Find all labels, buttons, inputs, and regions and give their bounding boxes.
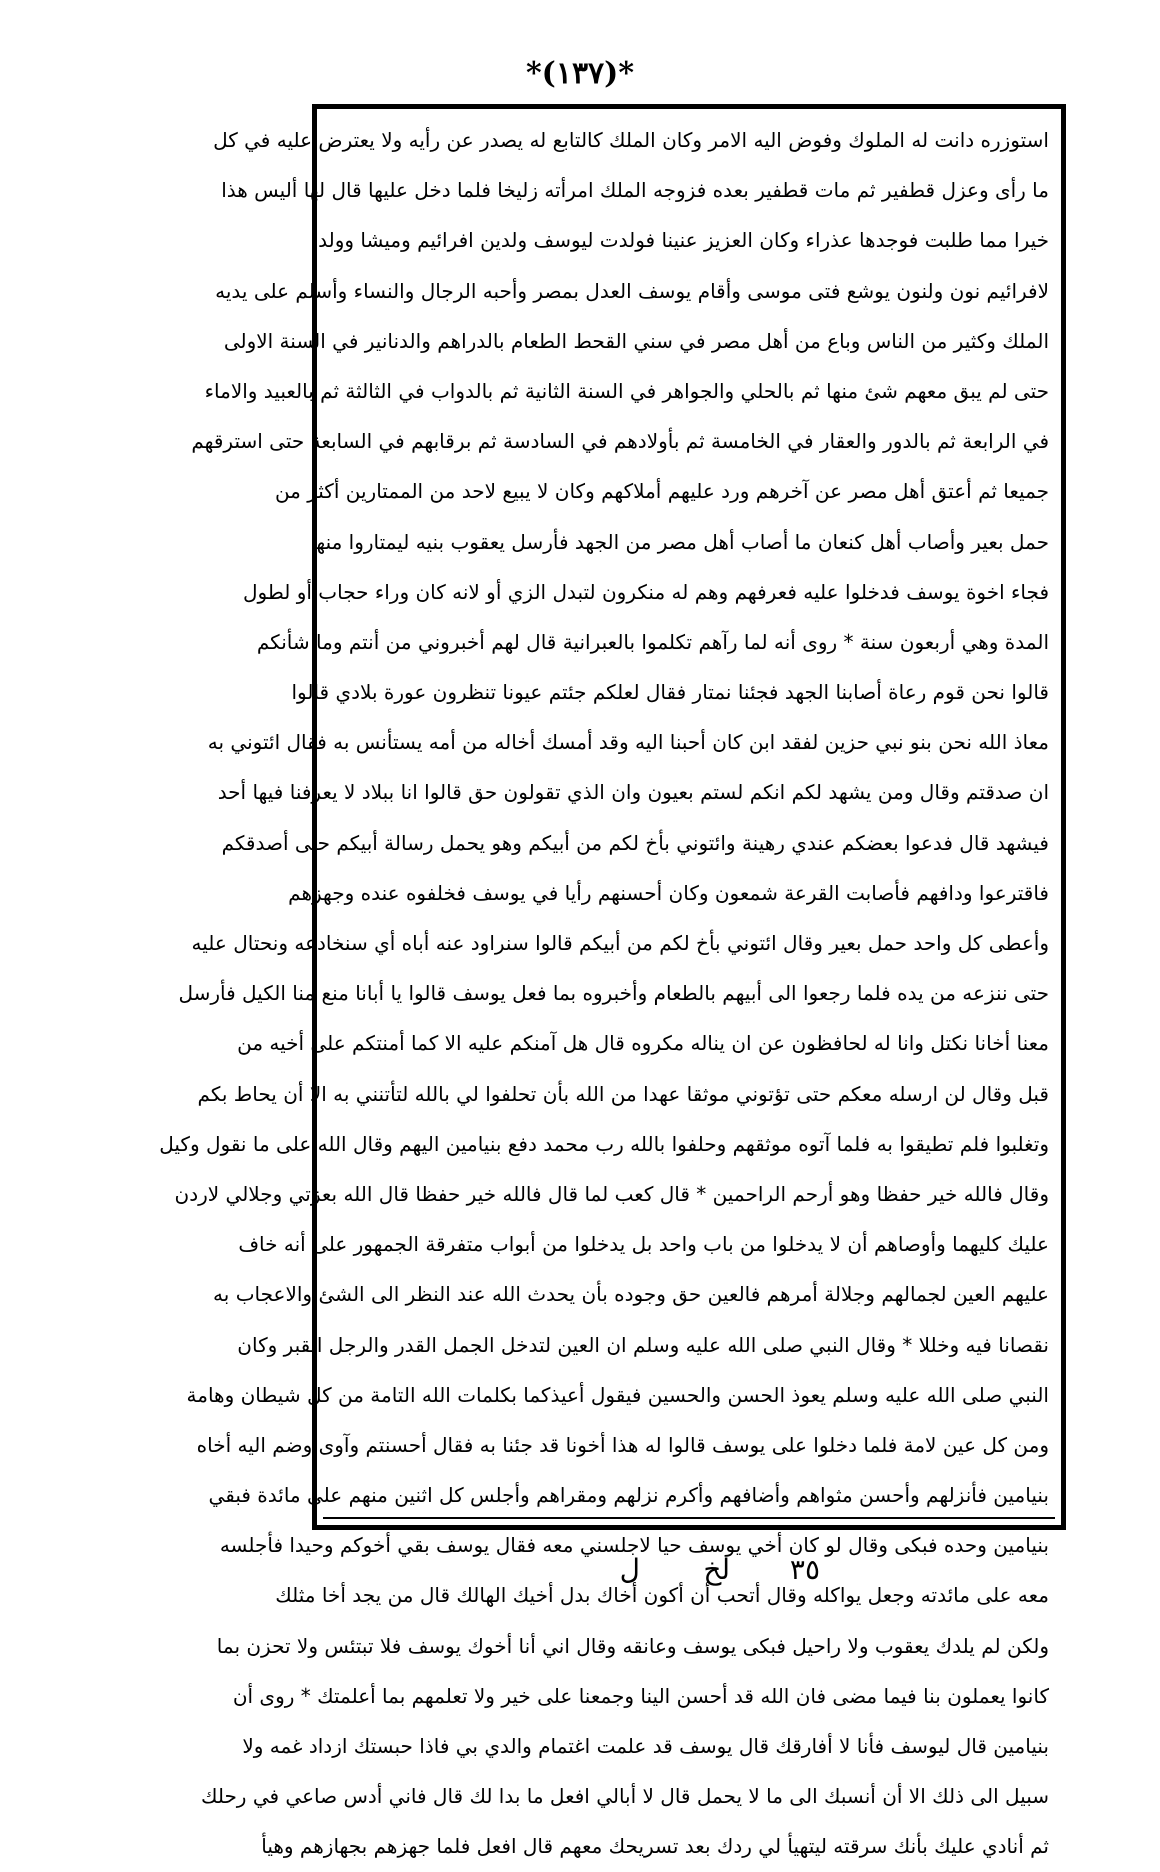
text-line: ما رأى وعزل قطفير ثم مات قطفير بعده فزوجه الملك امرأته زليخا فلما دخل عليها قال لها أليس هذا	[221, 178, 1049, 203]
text-line: وأعطى كل واحد حمل بعير وقال ائتوني بأخ لكم من أبيكم قالوا سنراود عنه أباه أي سنخادعه ونحتال عليه	[191, 931, 1049, 955]
text-line: عليك كليهما وأوصاهم أن لا يدخلوا من باب واحد بل يدخلوا من أبواب متفرقة الجمهور على أنه خاف	[238, 1232, 1049, 1257]
text-line: ومن كل عين لامة فلما دخلوا على يوسف قالوا له هذا أخونا قد جئنا به فقال أحسنتم وآوى وضم اليه أخاه	[196, 1432, 1049, 1457]
text-line: الملك وكثير من الناس وباع من أهل مصر في سني القحط الطعام بالدراهم والدنانير في السنة الاولى	[223, 328, 1049, 353]
text-line: معنا أخانا نكتل وانا له لحافظون عن ان يناله مكروه قال هل آمنكم عليه الا كما أمنتكم على أخيه من	[237, 1031, 1049, 1056]
text-line: نقصانا فيه وخللا * وقال النبي صلى الله عليه وسلم ان العين لتدخل الجمل القدر والرجل القبر وكان	[237, 1332, 1049, 1357]
signature-letter: ل	[619, 1553, 640, 1586]
text-line: المدة وهي أربعون سنة * روى أنه لما رآهم تكلموا بالعبرانية قال لهم أخبروني من أنتم وما شأنكم	[256, 629, 1049, 654]
text-line: حتى ننزعه من يده فلما رجعوا الى أبيهم بالطعام وأخبروه بما فعل يوسف قالوا يا أبانا منع منا الكيل فأرسل	[178, 981, 1049, 1006]
text-line: فاقترعوا ودافهم فأصابت القرعة شمعون وكان أحسنهم رأيا في يوسف فخلفوه عنده وجهزهم	[288, 880, 1049, 905]
text-line: وقال فالله خير حفظا وهو أرحم الراحمين * قال كعب لما قال فالله خير حفظا قال الله بعزتي وجلالي لاردن	[174, 1181, 1049, 1206]
text-line: ان صدقتم وقال ومن يشهد لكم انكم لستم بعيون وان الذي تقولون حق قالوا انا ببلاد لا يعرفنا فيها أحد	[217, 780, 1049, 805]
text-line: ثم أنادي عليك بأنك سرقته ليتهيأ لي ردك بعد تسريحك معهم قال افعل فلما جهزهم بجهازهم وهيأ	[261, 1834, 1049, 1859]
text-line: معه على مائدته وجعل يواكله وقال أتحب أن أكون أخاك بدل أخيك الهالك قال من يجد أخا مثلك	[275, 1583, 1049, 1608]
text-line: قبل وقال لن ارسله معكم حتى تؤتوني موثقا عهدا من الله بأن تحلفوا لي بالله لتأتنني به الا أن يحاط بكم	[197, 1081, 1049, 1106]
text-line: عليهم العين لجمالهم وجلالة أمرهم فالعين حق وجوده بأن يحدث الله عند النظر الى الشئ والاعجاب به	[213, 1282, 1049, 1307]
text-line: حتى لم يبق معهم شئ منها ثم بالحلي والجواهر في السنة الثانية ثم بالدواب في الثالثة ثم بالعبيد والاماء	[204, 378, 1049, 403]
text-line: معاذ الله نحن بنو نبي حزين لفقد ابن كان أحبنا اليه وقد أمسك أخاله من أمه يستأنس به فقال ائتوني به	[207, 730, 1049, 755]
text-line: فيشهد قال فدعوا بعضكم عندي رهينة وائتوني بأخ لكم من أبيكم وهو يحمل رسالة أبيكم حتى أصدقكم	[221, 830, 1049, 855]
text-line: في الرابعة ثم بالدور والعقار في الخامسة ثم بأولادهم في السادسة ثم برقابهم في السابعة حتى استرقهم	[191, 429, 1049, 454]
text-line: بنيامين وحده فبكى وقال لو كان أخي يوسف حيا لاجلسني معه فقال يوسف بقي أخوكم وحيدا فأجلسه	[219, 1533, 1049, 1558]
text-line: لافرائيم نون ولنون يوشع فتى موسى وأقام يوسف العدل بمصر وأحبه الرجال والنساء وأسلم على يديه	[215, 278, 1049, 303]
page-number: ٣٥	[789, 1553, 820, 1586]
text-line: بنيامين فأنزلهم وأحسن مثواهم وأضافهم وأكرم نزلهم ومقراهم وأجلس كل اثنين منهم على مائدة فبقي	[208, 1483, 1049, 1508]
text-line: سبيل الى ذلك الا أن أنسبك الى ما لا يحمل قال لا أبالي افعل ما بدا لك قال فاني أدس صاعي في رحلك	[200, 1784, 1049, 1809]
text-line: كانوا يعملون بنا فيما مضى فان الله قد أحسن الينا وجمعنا على خير ولا تعلمهم بما أعلمتك * روى أن	[232, 1683, 1049, 1708]
text-line: فجاء اخوة يوسف فدخلوا عليه فعرفهم وهم له منكرون لتبدل الزي أو لانه كان وراء حجاب أو لطول	[242, 579, 1049, 604]
text-line: حمل بعير وأصاب أهل كنعان ما أصاب أهل مصر من الجهد فأرسل يعقوب بنيه ليمتاروا منها	[310, 529, 1049, 554]
page-header: *(١٣٧)*	[525, 56, 635, 91]
text-line: جميعا ثم أعتق أهل مصر عن آخرهم ورد عليهم أملاكهم وكان لا يبيع لاحد من الممتارين أكثر من	[274, 479, 1049, 504]
text-line: قالوا نحن قوم رعاة أصابنا الجهد فجئنا نمتار فقال لعلكم جئتم عيونا تنظرون عورة بلادي قالوا	[291, 680, 1049, 705]
text-line: ولكن لم يلدك يعقوب ولا راحيل فبكى يوسف وعانقه وقال اني أنا أخوك يوسف فلا تبتئس ولا تحزن بما	[216, 1633, 1049, 1658]
page-footer	[580, 1553, 840, 1593]
signature-mark: لخ	[703, 1553, 730, 1586]
text-line: خيرا مما طلبت فوجدها عذراء وكان العزيز عنينا فولدت ليوسف ولدين افرائيم وميشا وولد	[318, 228, 1049, 253]
text-line: وتغلبوا فلم تطيقوا به فلما آتوه موثقهم وحلفوا بالله رب محمد دفع بنيامين اليهم وقال الله على ما نقول وكيل	[159, 1131, 1049, 1156]
text-line: النبي صلى الله عليه وسلم يعوذ الحسن والحسين فيقول أعيذكما بكلمات الله التامة من كل شيطان وهامة	[186, 1382, 1049, 1407]
text-line: بنيامين قال ليوسف فأنا لا أفارقك قال يوسف قد علمت اغتمام والدي بي فاذا حبستك ازداد غمه ولا	[242, 1734, 1049, 1758]
text-line: استوزره دانت له الملوك وفوض اليه الامر وكان الملك كالتابع له يصدر عن رأيه ولا يعترض عليه في كل	[213, 128, 1049, 152]
